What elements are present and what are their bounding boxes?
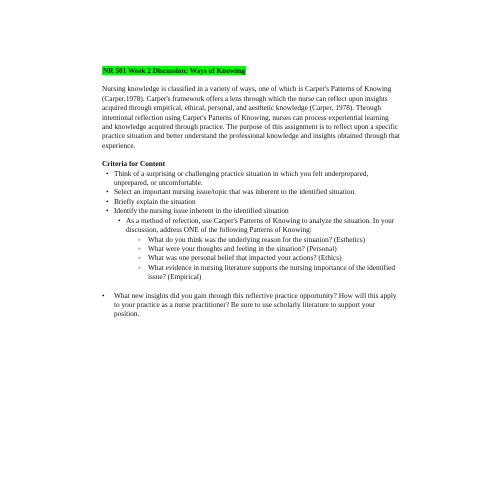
list-item: • Think of a surprising or challenging practice situation in which you felt underprepared, unprepared, or uncomfortable. bbox=[114, 169, 400, 188]
sub-list-item bbox=[126, 216, 400, 282]
sub-criteria-list bbox=[114, 216, 400, 282]
list-item: • Select an important nursing issue/topic that was inherent to the identified situation. bbox=[114, 187, 400, 196]
list-item-label: Identify the nursing issue inherent in the identified situation bbox=[114, 206, 289, 216]
intro-paragraph: Nursing knowledge is classified in a variety of ways, one of which is Carper's Patterns of Knowing (Carper,1978). Carper's framework offers a lens through which the nurse can reflect upon insights acquired through empirical, ethical, personal, and aesthetic knowledge (Carper, 1978). Through intentional reflection using Carper's Patterns of Knowing, nurses can process experiential learning and knowledge acquired through practice. The purpose of this assignment is to reflect upon a specific practice situation and better understand the professional knowledge and insights obtained through that experience. bbox=[102, 84, 400, 150]
final-question: • What new insights did you gain through this reflective practice opportunity? How will this apply to your practice as a nurse practitioner? Be sure to use scholarly literature to support your position. bbox=[114, 291, 400, 319]
pattern-item: ◦ What evidence in nursing literature supports the nursing importance of the identified issue? (Empirical) bbox=[148, 263, 400, 282]
patterns-list bbox=[126, 235, 400, 282]
document-title: NR 501 Week 2 Discussion: Ways of Knowing bbox=[103, 66, 245, 75]
final-question-list bbox=[102, 291, 400, 319]
list-item-with-sublist bbox=[114, 206, 400, 281]
sub-list-item-label: As a method of refection, use Carper's Patterns of Knowing to analyze the situation. In your discussion, address ONE of the following Patterns of Knowing: bbox=[126, 215, 395, 235]
criteria-list bbox=[102, 169, 400, 282]
list-item: • Briefly explain the situation bbox=[114, 197, 400, 206]
document-page bbox=[102, 66, 400, 319]
pattern-item: ◦ What was one personal belief that impacted your actions? (Ethics) bbox=[148, 253, 400, 262]
pattern-item: ◦ What were your thoughts and feeling in the situation? (Personal) bbox=[148, 244, 400, 253]
pattern-item: ◦ What do you think was the underlying reason for the situation? (Esthetics) bbox=[148, 235, 400, 244]
criteria-heading: Criteria for Content bbox=[102, 159, 166, 169]
